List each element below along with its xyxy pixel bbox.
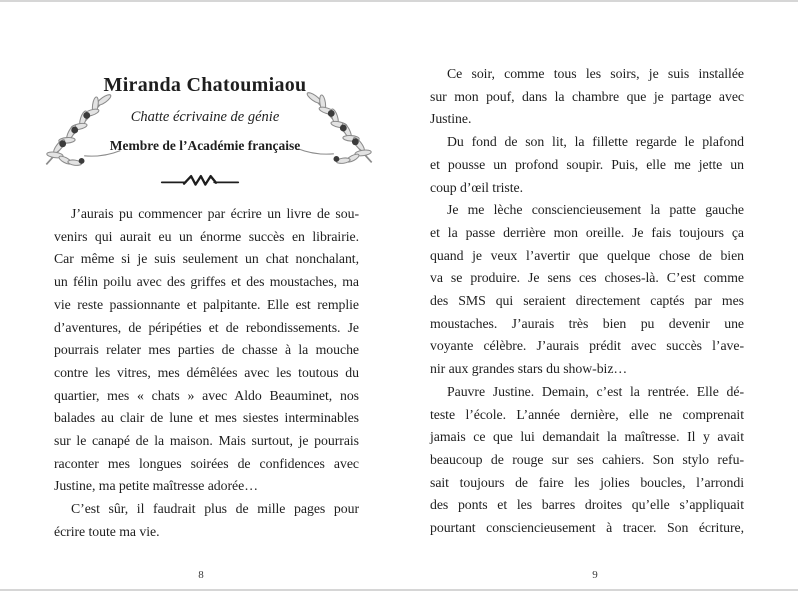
text-line: moustaches. J’aurais très bien pu devenir une xyxy=(430,315,744,331)
text-line: des ponts et les barres droites qu’elle s’appliquait xyxy=(430,497,744,513)
text-line: coup d’œil triste. xyxy=(430,179,523,195)
text-line: écrire toute ma vie. xyxy=(54,523,160,539)
text-line: un félin poilu avec des griffes et des moustaches, ma xyxy=(54,274,359,290)
text-line: Je me lèche consciencieusement la patte gauche xyxy=(447,202,744,218)
rope-twist-divider-icon xyxy=(160,171,240,191)
text-line: balades au clair de lune et mes siestes interminables xyxy=(54,410,359,426)
text-line: beaucoup de rouge sur ses cahiers. Son stylo refu- xyxy=(430,451,744,467)
page-number-right: 9 xyxy=(592,569,598,581)
text-line: pourtant consciencieusement à tracer. Son écriture, xyxy=(430,520,744,536)
left-page-text xyxy=(54,203,359,544)
text-line: Car même si je suis seulement un chat nonchalant, xyxy=(54,251,359,267)
text-line: sur mon pouf, dans la chambre que je partage avec xyxy=(430,88,744,104)
text-line: sur le canapé de la maison. Mais surtout, je pourrais xyxy=(54,433,359,449)
text-line: venirs qui aurait eu un énorme succès en librairie. xyxy=(54,228,359,244)
text-line: Justine, ma petite maîtresse adorée… xyxy=(54,478,258,494)
author-subtitle: Chatte écrivaine de génie xyxy=(130,109,280,125)
text-line: teste l’école. L’année dernière, elle ne comprenait xyxy=(430,406,744,422)
text-line: vie reste passionnante et palpitante. Elle est remplie xyxy=(54,296,359,312)
text-line: Du fond de son lit, la fillette regarde le plafond xyxy=(447,134,744,150)
text-line: Pauvre Justine. Demain, c’est la rentrée. Elle dé- xyxy=(447,383,744,399)
text-line: voyante célèbre. J’aurais prédit avec succès l’ave- xyxy=(430,338,744,354)
text-line: va se produire. Je sens ces choses-là. C’est comme xyxy=(430,270,744,286)
right-page-text xyxy=(430,63,744,540)
author-affiliation: Membre de l’Académie française xyxy=(109,138,301,153)
text-line: C’est sûr, il faudrait plus de mille pages pour xyxy=(71,501,359,517)
text-line: raconter mes longues soirées de confidences avec xyxy=(54,455,359,471)
text-line: Justine. xyxy=(430,111,472,127)
bottom-rule xyxy=(0,589,798,591)
top-rule xyxy=(0,0,798,2)
text-line: et la passe derrière mon oreille. Je fais toujours ça xyxy=(430,224,744,240)
page-number-left: 8 xyxy=(198,569,204,581)
author-name: Miranda Chatoumiaou xyxy=(103,74,307,96)
text-line: nir aux grandes stars du show-biz… xyxy=(430,361,628,377)
text-line: d’aventures, de péripéties et de rebondissements. Je xyxy=(54,319,359,335)
text-line: Ce soir, comme tous les soirs, je suis installée xyxy=(447,66,744,81)
text-line: sait toujours de faire les jolies boucles, l’arrondi xyxy=(430,474,744,490)
text-line: et pousse un profond soupir. Puis, elle me jette un xyxy=(430,156,744,172)
text-line: contre les vitres, mes démêlées avec les toutous du xyxy=(54,364,359,380)
text-line: des SMS qui seraient directement captés par mes xyxy=(430,293,744,309)
text-line: quartier, mes « chats » avec Aldo Beauminet, nos xyxy=(54,387,359,403)
chapter-header xyxy=(52,74,358,154)
text-line: J’aurais pu commencer par écrire un livre de sou- xyxy=(71,206,359,221)
text-line: quand je veux l’avertir que quelque chose de bien xyxy=(430,247,744,263)
text-line: pourrais relater mes parties de chasse à la mouche xyxy=(54,342,359,358)
text-line: jamais ce que lui demandait la maîtresse. Il y avait xyxy=(430,429,744,445)
